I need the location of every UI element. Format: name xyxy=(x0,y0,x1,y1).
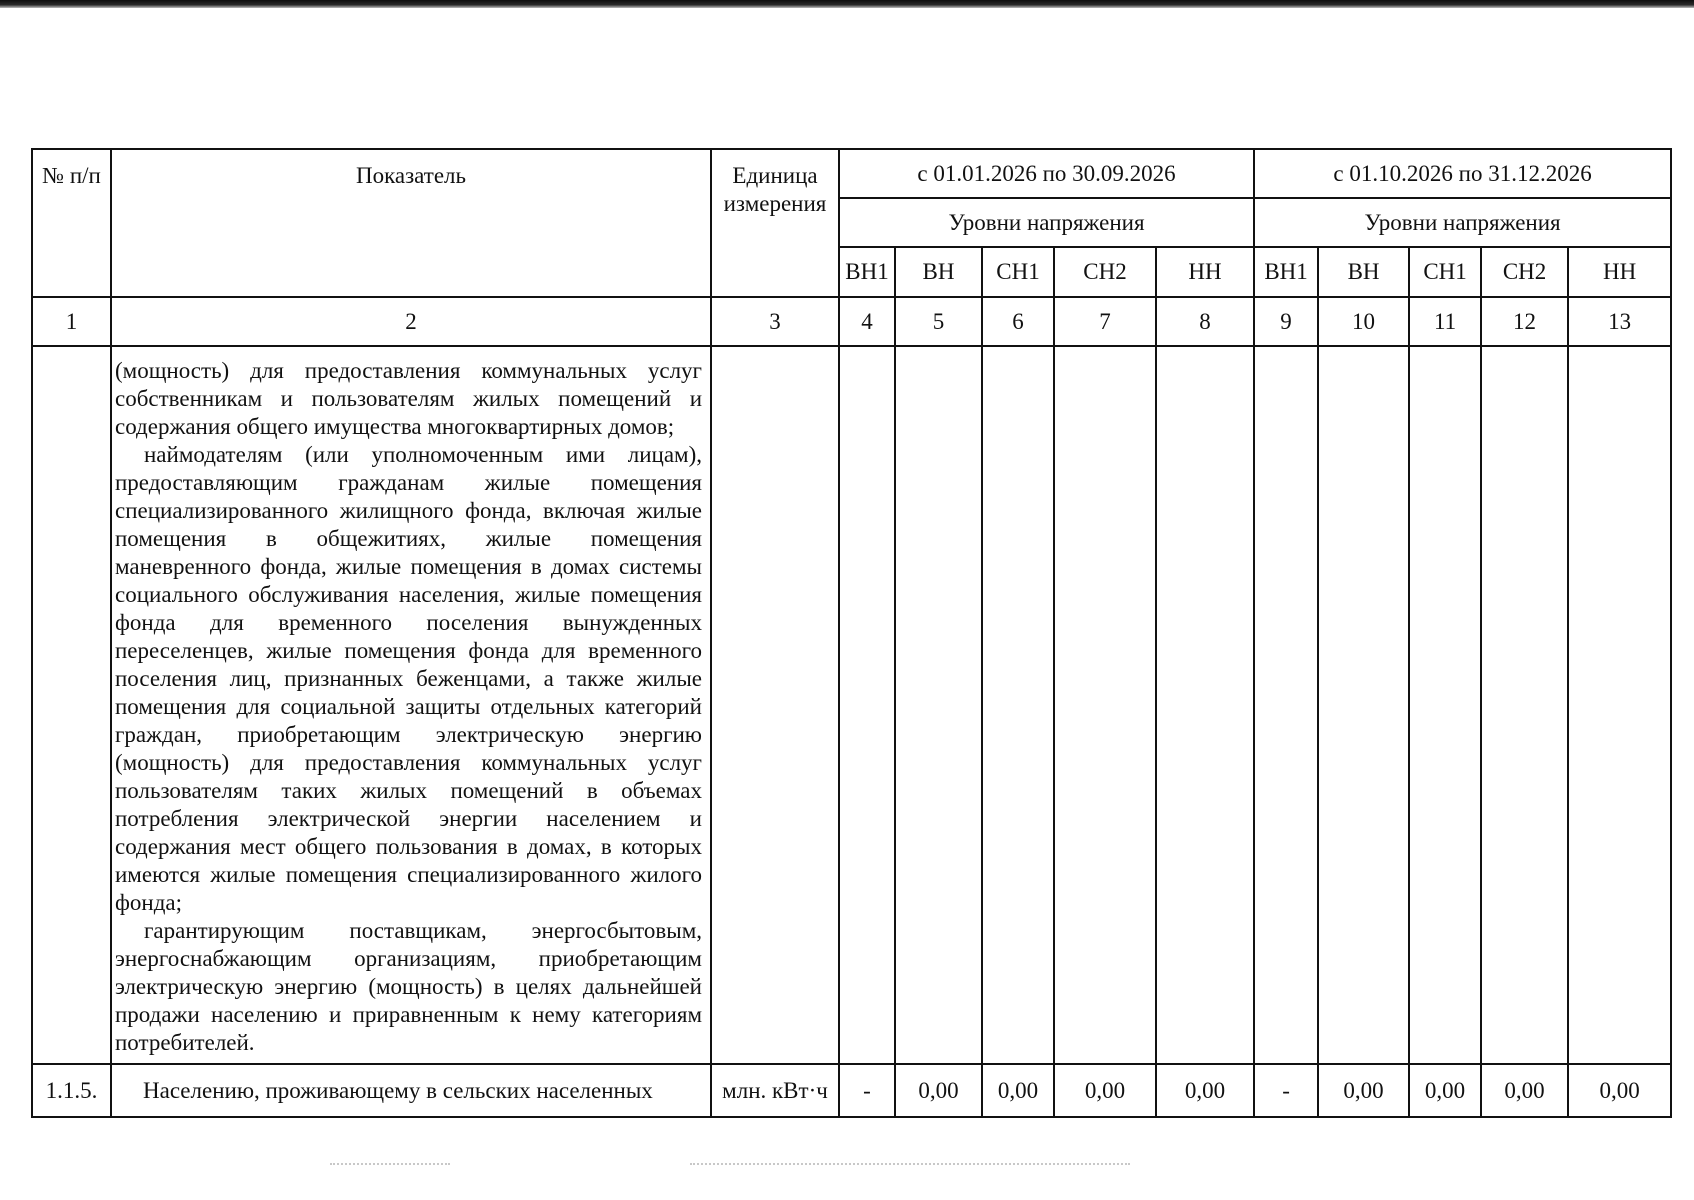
level-vn: ВН xyxy=(1318,247,1409,297)
indicator-description xyxy=(111,346,711,1064)
unit-text: млн. кВт·ч xyxy=(711,1064,839,1117)
header-number: № п/п xyxy=(32,149,111,297)
header-indicator: Показатель xyxy=(111,149,711,297)
value-cell: 0,00 xyxy=(982,1064,1054,1117)
level-sn1: СН1 xyxy=(1409,247,1481,297)
value-cell-empty xyxy=(1254,346,1318,1064)
value-cell-empty xyxy=(1054,346,1156,1064)
value-cell: 0,00 xyxy=(1481,1064,1568,1117)
column-number: 12 xyxy=(1481,297,1568,346)
tariff-table xyxy=(31,148,1672,1118)
scan-noise xyxy=(330,1163,450,1167)
value-cell-empty xyxy=(1568,346,1671,1064)
column-number: 3 xyxy=(711,297,839,346)
scan-noise xyxy=(690,1163,1130,1167)
table-row-1-1-5 xyxy=(32,1064,1671,1117)
level-sn2: СН2 xyxy=(1481,247,1568,297)
level-sn2: СН2 xyxy=(1054,247,1156,297)
value-cell: 0,00 xyxy=(1156,1064,1254,1117)
value-cell: - xyxy=(839,1064,895,1117)
level-vn1: ВН1 xyxy=(1254,247,1318,297)
voltage-levels-label-2: Уровни напряжения xyxy=(1254,198,1671,247)
column-number: 7 xyxy=(1054,297,1156,346)
column-number: 11 xyxy=(1409,297,1481,346)
value-cell-empty xyxy=(982,346,1054,1064)
value-cell-empty xyxy=(1409,346,1481,1064)
value-cell: 0,00 xyxy=(1054,1064,1156,1117)
level-nn: НН xyxy=(1568,247,1671,297)
value-cell-empty xyxy=(895,346,982,1064)
column-number: 2 xyxy=(111,297,711,346)
description-paragraph: гарантирующим поставщикам, энергосбытовым, энергоснабжающим организациям, приобретающим электрическую энергию (мощность) в целях дальнейшей продажи населению и приравненным к нему категориям потребителей. xyxy=(115,918,702,1055)
level-vn: ВН xyxy=(895,247,982,297)
column-number: 5 xyxy=(895,297,982,346)
value-cell: 0,00 xyxy=(895,1064,982,1117)
row-number: 1.1.5. xyxy=(32,1064,111,1117)
voltage-levels-label-1: Уровни напряжения xyxy=(839,198,1254,247)
column-number: 9 xyxy=(1254,297,1318,346)
indicator-text: Населению, проживающему в сельских населенных xyxy=(111,1064,711,1117)
column-number: 8 xyxy=(1156,297,1254,346)
value-cell-empty xyxy=(1481,346,1568,1064)
description-paragraph: (мощность) для предоставления коммунальных услуг собственникам и пользователям жилых помещений и содержания общего имущества многоквартирных домов; xyxy=(115,358,702,439)
scan-top-border xyxy=(0,0,1694,8)
header-row-periods xyxy=(32,149,1671,198)
level-nn: НН xyxy=(1156,247,1254,297)
column-number: 6 xyxy=(982,297,1054,346)
column-number: 1 xyxy=(32,297,111,346)
column-number: 4 xyxy=(839,297,895,346)
value-cell: 0,00 xyxy=(1409,1064,1481,1117)
description-paragraph: наймодателям (или уполномоченным ими лицам), предоставляющим гражданам жилые помещения специализированного жилищного фонда, включая жилые помещения в общежитиях, жилые помещения маневренного фонда, жилые помещения в домах системы социального обслуживания населения, жилые помещения фонда для временного поселения вынужденных переселенцев, жилые помещения фонда для временного поселения лиц, признанных беженцами, а также жилые помещения для социальной защиты отдельных категорий граждан, приобретающим электрическую энергию (мощность) для предоставления коммунальных услуг пользователям таких жилых помещений в объемах потребления электрической энергии населением и содержания мест общего пользования в домах, в которых имеются жилые помещения специализированного жилого фонда; xyxy=(115,442,702,915)
level-sn1: СН1 xyxy=(982,247,1054,297)
value-cell: - xyxy=(1254,1064,1318,1117)
value-cell: 0,00 xyxy=(1568,1064,1671,1117)
column-number: 13 xyxy=(1568,297,1671,346)
unit-empty xyxy=(711,346,839,1064)
column-number: 10 xyxy=(1318,297,1409,346)
row-number-empty xyxy=(32,346,111,1064)
level-vn1: ВН1 xyxy=(839,247,895,297)
header-period-1: с 01.01.2026 по 30.09.2026 xyxy=(839,149,1254,198)
value-cell: 0,00 xyxy=(1318,1064,1409,1117)
header-unit: Единица измерения xyxy=(711,149,839,297)
header-period-2: с 01.10.2026 по 31.12.2026 xyxy=(1254,149,1671,198)
value-cell-empty xyxy=(839,346,895,1064)
value-cell-empty xyxy=(1156,346,1254,1064)
continuation-row xyxy=(32,346,1671,1064)
value-cell-empty xyxy=(1318,346,1409,1064)
column-number-row xyxy=(32,297,1671,346)
